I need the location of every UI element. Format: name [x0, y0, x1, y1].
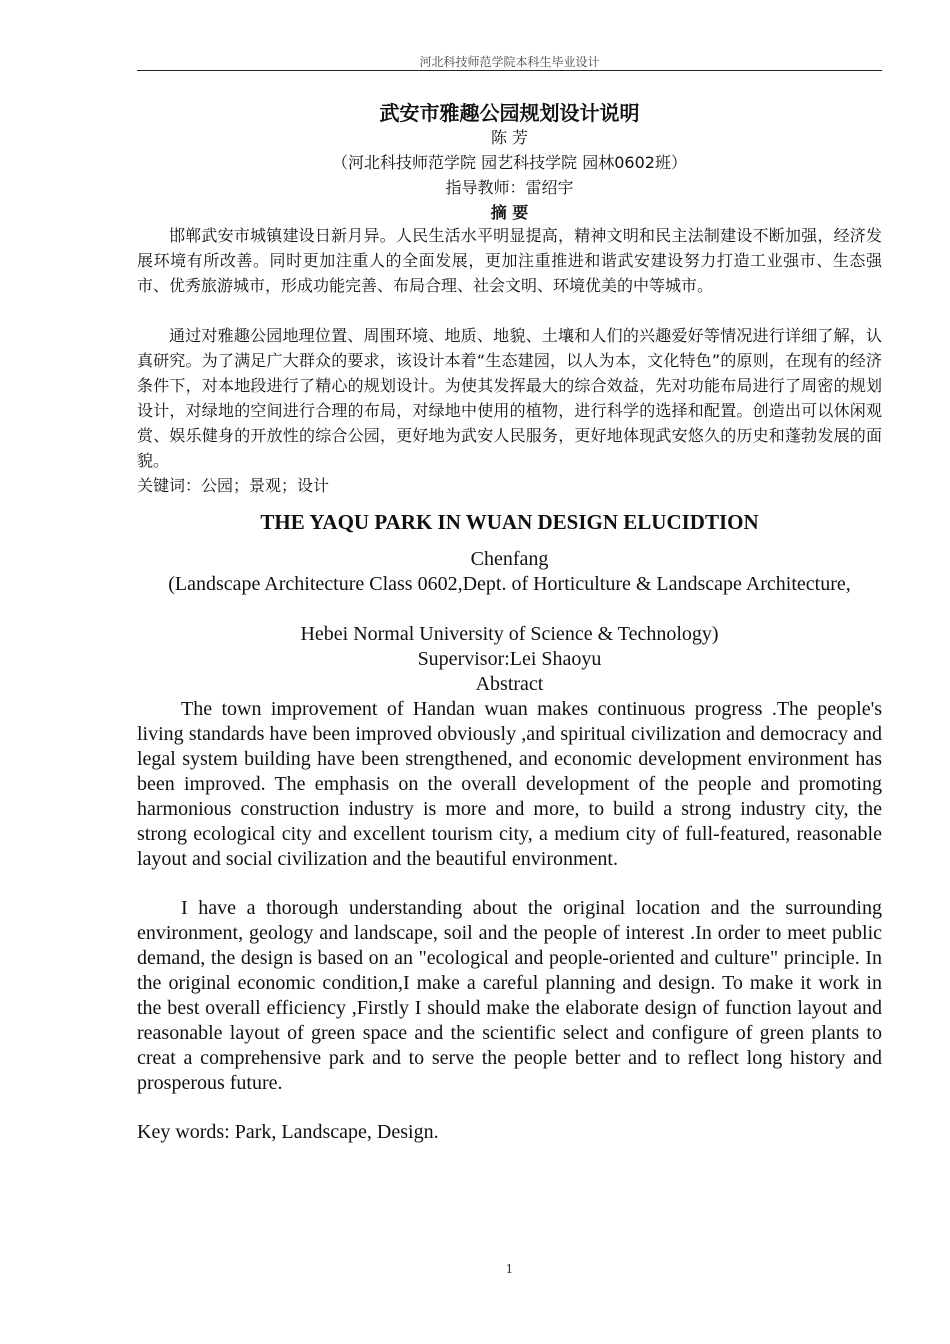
english-title: THE YAQU PARK IN WUAN DESIGN ELUCIDTION [260, 510, 759, 534]
english-author: Chenfang [470, 548, 549, 570]
chinese-abstract-paragraph-2: 通过对雅趣公园地理位置、周围环境、地质、地貌、土壤和人们的兴趣爱好等情况进行详细了解，认真研究。为了满足广大群众的要求，该设计本着“生态建园，以人为本，文化特色”的原则，在现有的经济条件下，对本地段进行了精心的规划设计。为使其发挥最大的综合效益，先对功能布局进行了周密的规划设计，对绿地的空间进行合理的布局，对绿地中使用的植物，进行科学的选择和配置。创造出可以休闲观赏、娱乐健身的开放性的综合公园，更好地为武安人民服务，更好地体现武安悠久的历史和蓬勃发展的面貌。 [137, 326, 882, 470]
header-divider [137, 70, 882, 71]
english-abstract-paragraph-2: I have a thorough understanding about the original location and the surrounding environment, geology and landscape, soil and the people of interest .In order to meet public demand, the design is based on an "ecological and people-oriented and culture" principle. In the original economic condition,I make a careful planning and design. To make it work in the best overall efficiency ,Firstly I should make the elaborate design of function layout and reasonable layout of green space and the scientific select and configure of green plants to creat a comprehensive park and to serve the people better and to reflect long history and prosperous future. [137, 897, 882, 1094]
english-supervisor: Supervisor:Lei Shaoyu [417, 648, 602, 670]
chinese-keywords: 关键词：公园；景观；设计 [137, 476, 330, 495]
page-number: 1 [505, 1262, 514, 1276]
chinese-abstract-paragraph-1: 邯郸武安市城镇建设日新月异。人民生活水平明显提高，精神文明和民主法制建设不断加强，经济发展环境有所改善。同时更加注重人的全面发展，更加注重推进和谐武安建设努力打造工业强市、生态强市、优秀旅游城市，形成功能完善、布局合理、社会文明、环境优美的中等城市。 [137, 226, 882, 295]
chinese-title: 武安市雅趣公园规划设计说明 [379, 101, 640, 125]
chinese-supervisor: 指导教师：雷绍宇 [445, 178, 574, 197]
chinese-affiliation: （河北科技师范学院 园艺科技学院 园林0602班） [332, 153, 687, 172]
english-affiliation-line-2: Hebei Normal University of Science & Technology) [300, 623, 719, 645]
chinese-author: 陈 芳 [490, 128, 529, 147]
english-abstract-heading: Abstract [475, 673, 544, 695]
english-abstract-paragraph-1: The town improvement of Handan wuan makes continuous progress .The people's living standards have been improved obviously ,and spiritual civilization and democracy and legal system building have been strengthened, and economic development environment has been improved. The emphasis on the overall development of the people and promoting harmonious construction industry is more and more, to build a strong industry city, the strong ecological city and excellent tourism city, a medium city of full-featured, reasonable layout and social civilization and the beautiful environment. [137, 698, 882, 870]
chinese-abstract-heading: 摘 要 [490, 203, 529, 222]
running-header: 河北科技师范学院本科生毕业设计 [419, 55, 600, 69]
english-affiliation-line-1: (Landscape Architecture Class 0602,Dept. of Horticulture & Landscape Architecture, [168, 573, 851, 595]
english-keywords: Key words: Park, Landscape, Design. [137, 1121, 439, 1143]
